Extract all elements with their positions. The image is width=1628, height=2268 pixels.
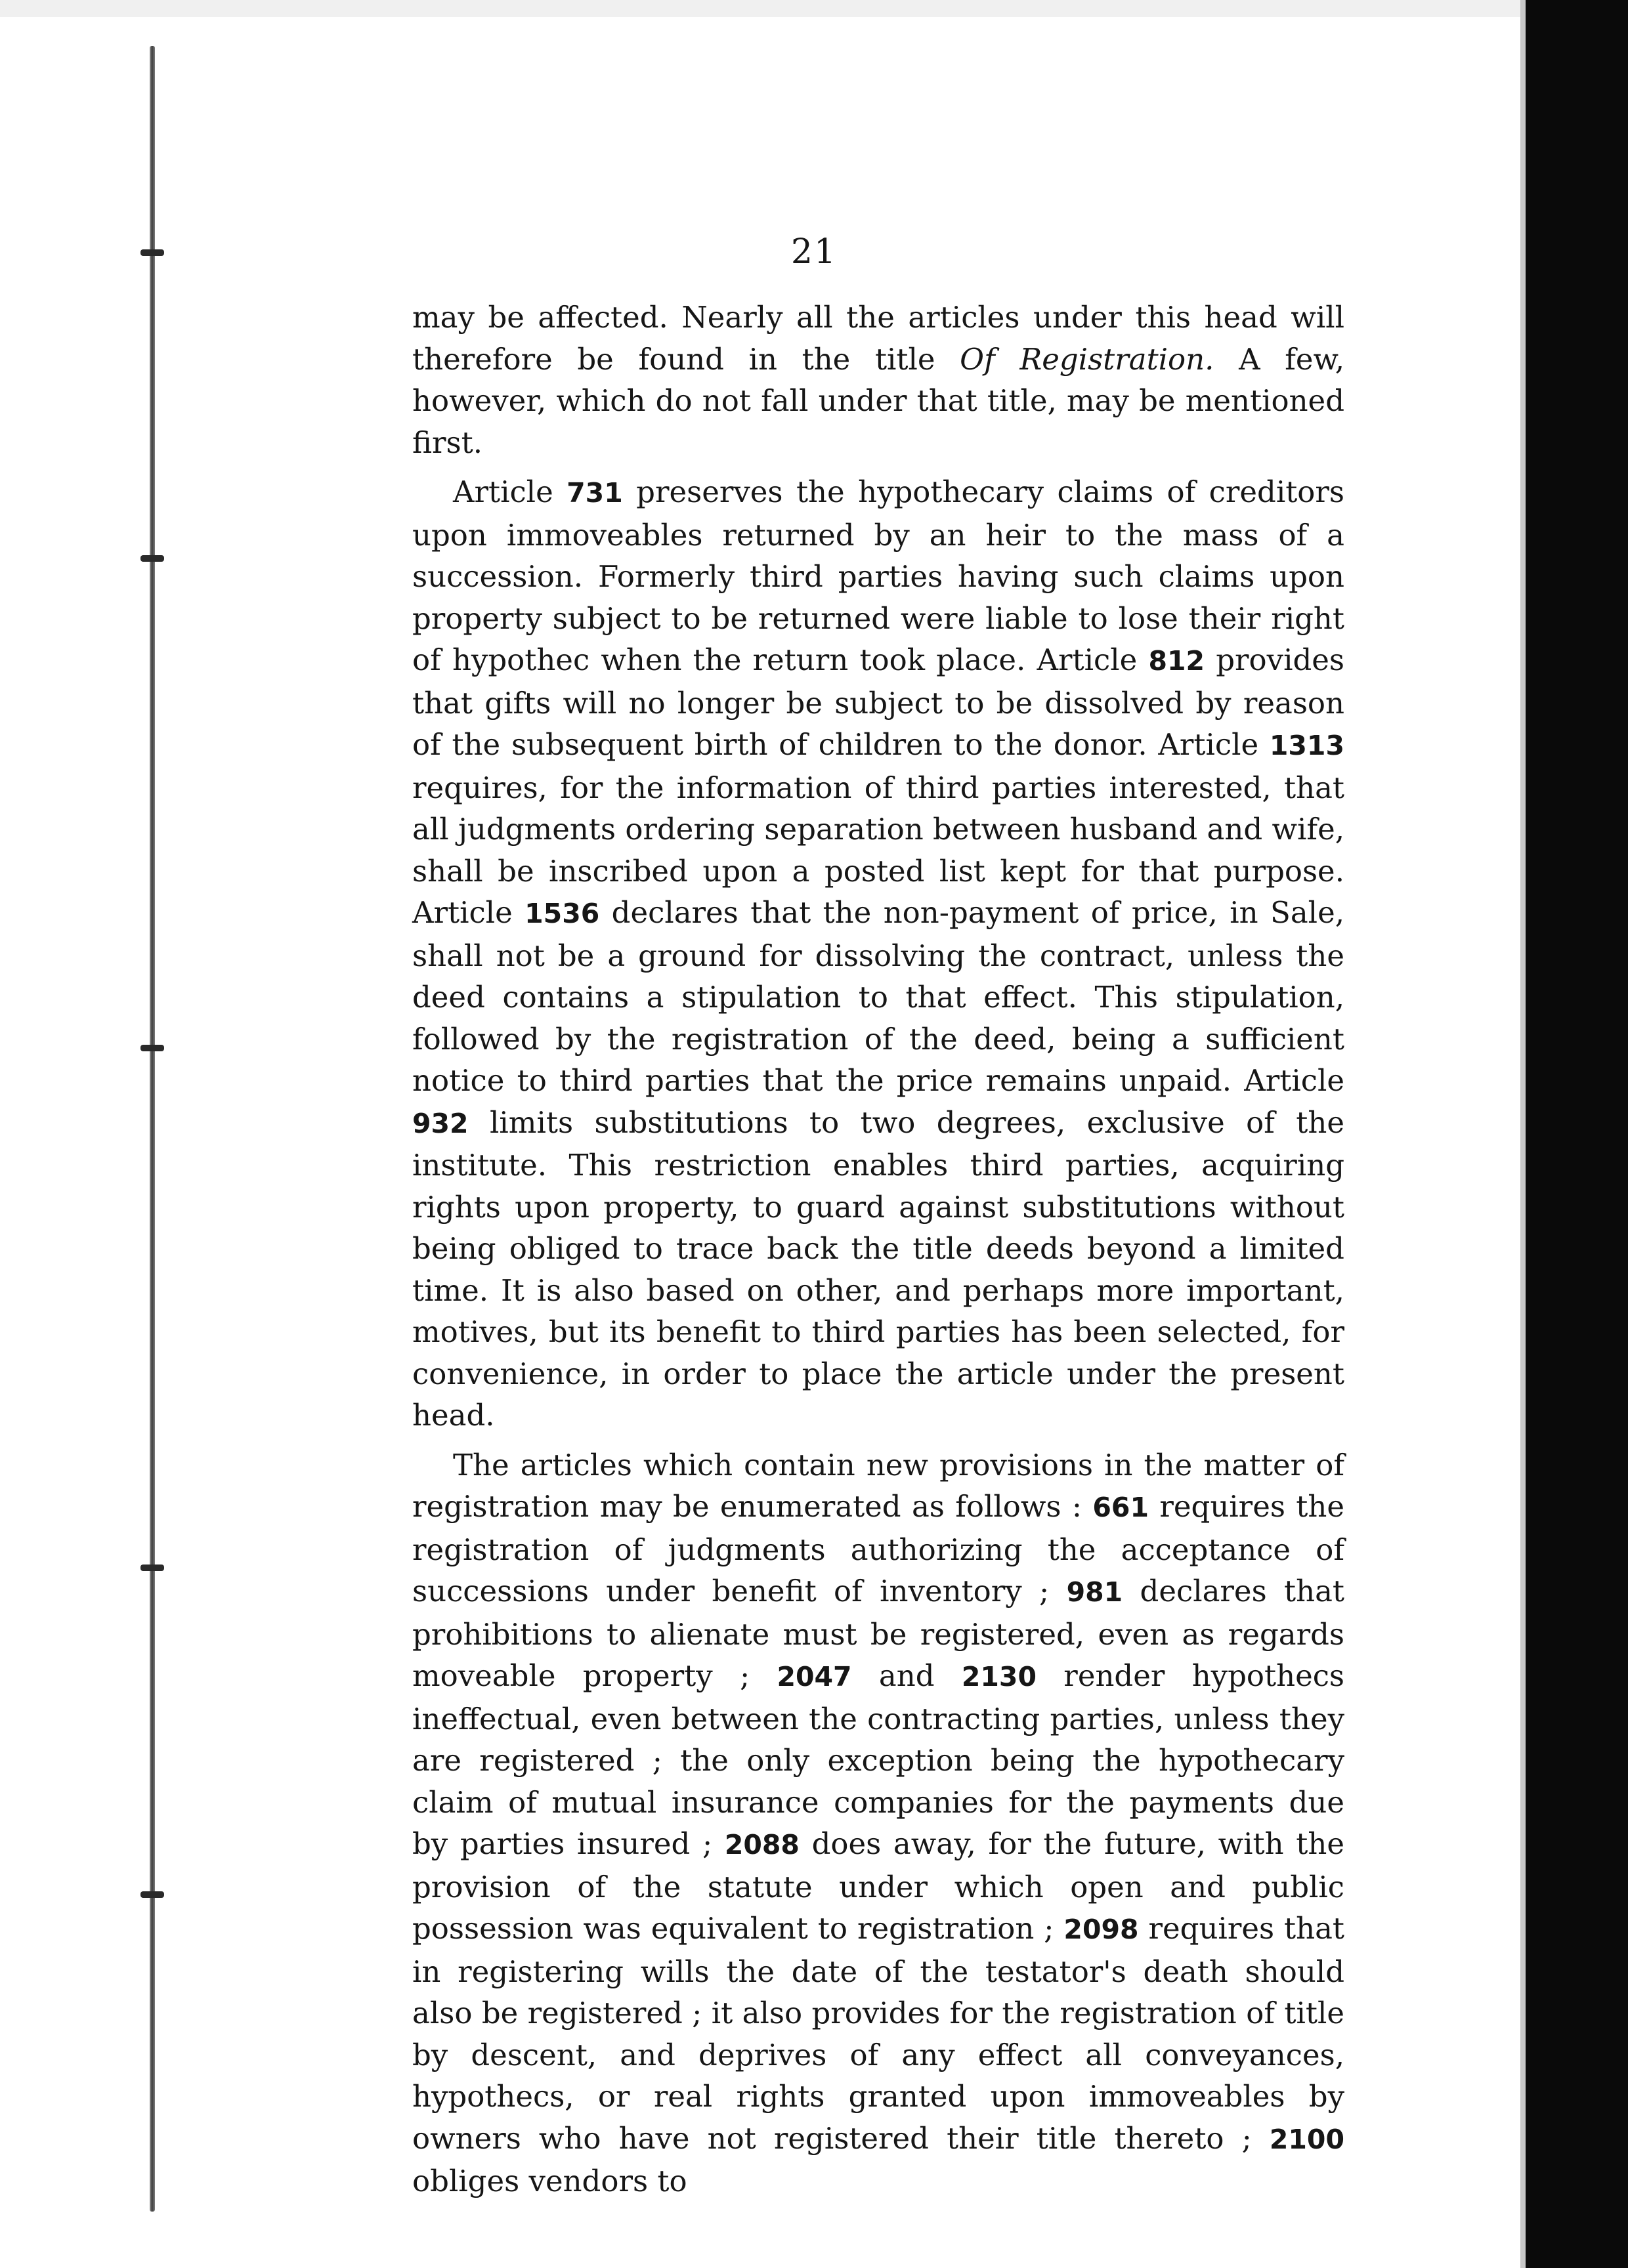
binding-stitch [140,555,164,562]
paragraph-articles [412,471,1344,1437]
text-run: declares that the non-payment of price, in Sale, shall not be a ground for dissolving the contract, unless the deed contains a stipulation to that effect. This stipulation, followed by the registration of the deed, being a sufficient notice to third parties that the price remains unpaid. Article [412,895,1345,1098]
article-number: 932 [412,1107,469,1139]
text-run: does away, for the future, with the provision of the statute under which open and public possession was equivalent to registration ; [412,1826,1344,1946]
scan-border-top [0,0,1628,17]
binding-stitch [140,1564,164,1571]
text-run: render hypothecs ineffectual, even between the contracting parties, unless they are registered ; the only exception being the hypothecary claim of mutual insurance companies for the payments due by parties insured ; [412,1658,1344,1861]
article-number: 2130 [961,1661,1037,1692]
page-edge-right [1520,0,1526,2268]
text-run: may be affected. Nearly all the articles under this head will therefore be found in the title [412,300,1344,377]
text-run: requires, for the information of third parties interested, that all judgments ordering separation between husband and wife, shall be inscribed upon a posted list kept for that purpose. Article [412,770,1344,930]
article-number: 1313 [1269,730,1344,761]
article-number: 2100 [1269,2123,1344,2155]
article-number: 981 [1066,1576,1123,1608]
page-binding-fold [150,46,155,2212]
article-number: 661 [1092,1492,1149,1523]
text-run: The articles which contain new provisions in the matter of registration may be enumerated as follows : [412,1447,1344,1524]
text-run: Article [453,474,567,509]
article-number: 2047 [777,1661,852,1692]
paragraph-registration [412,1444,1344,2202]
text-run: requires that in registering wills the date of the testator's death should also be registered ; it also provides for the registration of title by descent, and deprives of any effect all conveyances, hypothecs, or real rights granted upon immoveables by owners who have not registered their title thereto ; [412,1911,1344,2156]
body-text [412,297,1344,2202]
article-number: 731 [567,477,623,509]
text-run: provides that gifts will no longer be subject to be dissolved by reason of the subsequent birth of children to the donor. Article [412,642,1344,762]
text-run: obliges vendors to [412,2164,687,2198]
scan-border-right [1526,0,1628,2268]
text-run: declares that prohibitions to alienate must be registered, even as regards moveable property ; [412,1574,1345,1693]
binding-stitch [140,1045,164,1051]
text-run: requires the registration of judgments authorizing the acceptance of successions under benefit of inventory ; [412,1489,1344,1608]
text-run: preserves the hypothecary claims of creditors upon immoveables returned by an heir to the mass of a succession. Formerly third parties having such claims upon property subject to be returned were liable to lose their right of hypothec when the return took place. Article [412,474,1345,677]
binding-stitch [140,1891,164,1898]
article-number: 812 [1148,645,1205,677]
text-run: A few, however, which do not fall under that title, may be mentioned first. [412,341,1344,460]
page-number: 21 [790,232,838,272]
text-run: and [851,1658,962,1693]
article-number: 2098 [1063,1914,1139,1945]
title-reference: Of Registration. [960,341,1214,377]
paragraph-continuation [412,297,1344,463]
article-number: 1536 [525,898,600,929]
text-run: limits substitutions to two degrees, exclusive of the institute. This restriction enables third parties, acquiring rights upon property, to guard against substitutions without being obliged to trace back the title deeds beyond a limited time. It is also based on other, and perhaps more important, motives, but its benefit to third parties has been selected, for convenience, in order to place the article under the present head. [412,1104,1344,1433]
article-number: 2088 [724,1829,800,1860]
